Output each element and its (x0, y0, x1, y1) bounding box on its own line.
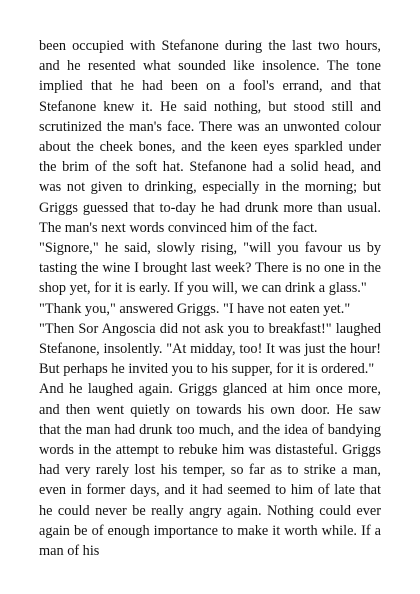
paragraph-stefanone-offer: "Signore," he said, slowly rising, "will you favour us by tasting the wine I brought last week? There is no one in the shop yet, for it is early. If you will, we can drink a glass." (39, 240, 381, 297)
paragraph-griggs-reply: "Thank you," answered Griggs. "I have not eaten yet." (39, 300, 351, 317)
paragraph-stefanone-taunt: "Then Sor Angoscia did not ask you to breakfast!" laughed Stefanone, insolently. "At midday, too! It was just the hour! But perhaps he invited you to his supper, for it is ordered." (39, 320, 381, 378)
paragraph-stefanone-scrutiny: been occupied with Stefanone during the last two hours, and he resented what sounded like insolence. The tone implied that he had been on a fool's errand, and that Stefanone knew it. He said nothing, but stood still and scrutinized the man's face. There was an unwonted colour about the cheek bones, and the keen eyes sparkled under the brim of the soft hat. Stefanone had a solid head, and was not given to drinking, especially in the morning; but Griggs guessed that to-day he had drunk more than usual. The man's next words convinced him of the fact. (39, 38, 381, 236)
paragraph-griggs-leaves: And he laughed again. Griggs glanced at him once more, and then went quietly on towards his own door. He saw that the man had drunk too much, and the idea of bandying words in the attempt to rebuke him was distasteful. Griggs had very rarely lost his temper, so far as to strike a man, even in former days, and it had seemed to him of late that he could never be really angry again. Nothing could ever again be of enough importance to make it worth while. If a man of his (39, 381, 381, 560)
